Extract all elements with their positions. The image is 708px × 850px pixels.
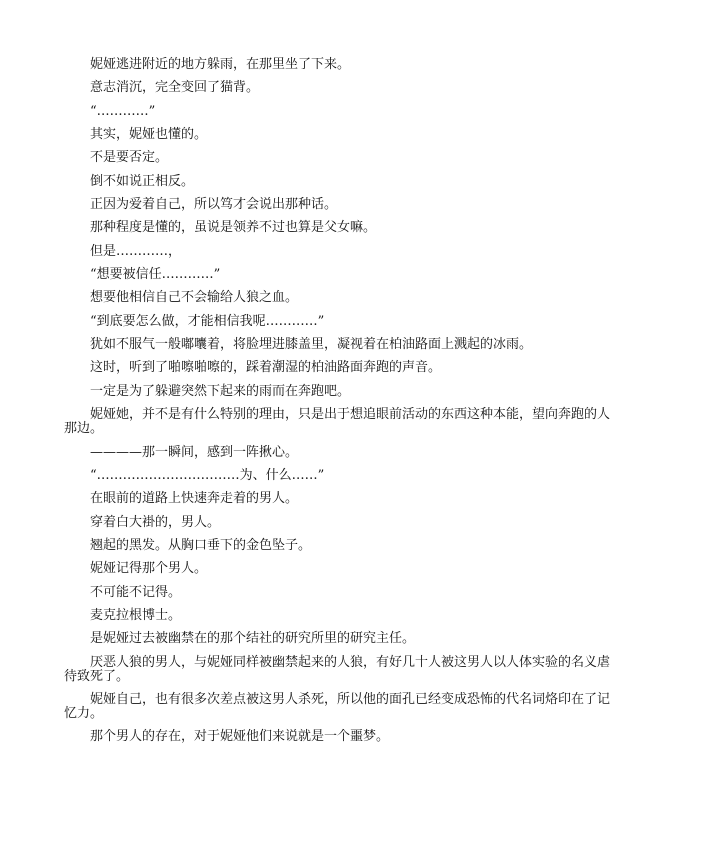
paragraph-13: 犹如不服气一般嘟囔着，将脸埋进膝盖里，凝视着在柏油路面上溅起的冰雨。 (90, 337, 533, 353)
paragraph-2: 意志消沉，完全变回了猫背。 (90, 80, 260, 96)
paragraph-10: “想要被信任…………” (90, 267, 221, 283)
paragraph-27: 妮娅自己，也有很多次差点被这男人杀死，所以他的面孔已经变成恐怖的代名词烙印在了记忆力。 (64, 691, 611, 721)
paragraph-18: “……………………………为、什么……” (90, 467, 325, 483)
paragraph-17: ————那一瞬间，感到一阵揪心。 (90, 444, 299, 460)
paragraph-7: 正因为爱着自己，所以笃才会说出那种话。 (90, 197, 338, 213)
paragraph-3: “…………” (90, 103, 156, 119)
paragraph-28: 那个男人的存在，对于妮娅他们来说就是一个噩梦。 (90, 729, 390, 745)
paragraph-8: 那种程度是懂的，虽说是领养不过也算是父女嘛。 (90, 220, 377, 236)
paragraph-14: 这时，听到了啪嚓啪嚓的，踩着潮湿的柏油路面奔跑的声音。 (90, 360, 442, 376)
paragraph-11: 想要他相信自己不会输给人狼之血。 (90, 290, 299, 306)
paragraph-24: 麦克拉根博士。 (90, 607, 182, 623)
paragraph-6: 倒不如说正相反。 (90, 173, 195, 189)
paragraph-12: “到底要怎么做，才能相信我呢…………” (90, 313, 325, 329)
paragraph-23: 不可能不记得。 (90, 584, 182, 600)
paragraph-25: 是妮娅过去被幽禁在的那个结社的研究所里的研究主任。 (90, 631, 416, 647)
paragraph-1: 妮娅逃进附近的地方躲雨，在那里坐了下来。 (90, 57, 351, 72)
paragraph-16: 妮娅她，并不是有什么特别的理由，只是出于想追眼前活动的东西这种本能，望向奔跑的人那边。 (64, 407, 611, 437)
paragraph-20: 穿着白大褂的，男人。 (90, 514, 221, 530)
paragraph-21: 翘起的黑发。从胸口垂下的金色坠子。 (90, 537, 312, 553)
paragraph-9: 但是…………， (90, 243, 182, 259)
paragraph-5: 不是要否定。 (90, 150, 169, 166)
paragraph-19: 在眼前的道路上快速奔走着的男人。 (90, 491, 299, 507)
paragraph-4: 其实，妮娅也懂的。 (90, 127, 208, 143)
paragraph-22: 妮娅记得那个男人。 (90, 561, 208, 577)
paragraph-15: 一定是为了躲避突然下起来的雨而在奔跑吧。 (90, 383, 351, 399)
paragraph-26: 厌恶人狼的男人，与妮娅同样被幽禁起来的人狼，有好几十人被这男人以人体实验的名义虐待致死了。 (64, 654, 611, 684)
